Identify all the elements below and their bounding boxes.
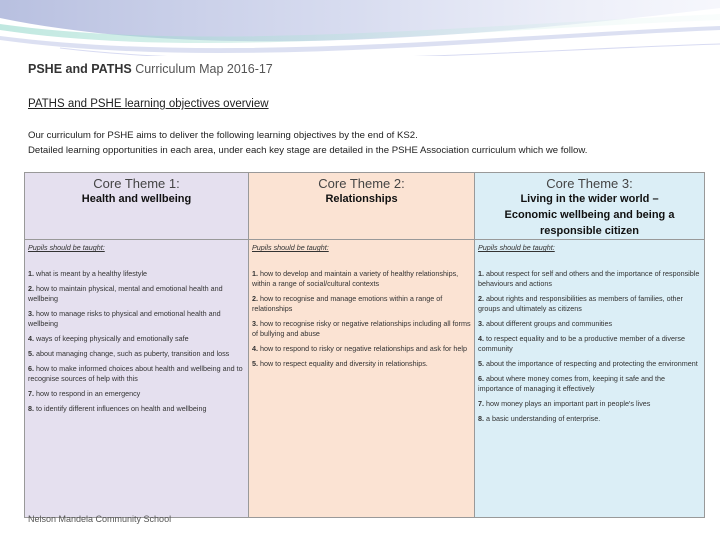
objective-number: 1. [28,269,34,278]
objective-text: a basic understanding of enterprise. [484,414,601,423]
pupils-taught-label: Pupils should be taught: [478,243,555,252]
pupils-taught-label: Pupils should be taught: [252,243,329,252]
theme-2-objectives [249,240,475,518]
objective-text: ways of keeping physically and emotionally safe [34,334,189,343]
learning-objective [252,269,471,289]
objective-text: how to recognise and manage emotions within a range of relationships [252,294,443,313]
objective-number: 1. [252,269,258,278]
learning-objective [478,294,701,314]
objective-number: 3. [28,309,34,318]
learning-objective [252,359,471,369]
document-subtitle: PATHS and PSHE learning objectives overview [28,98,269,110]
objective-text: to respect equality and to be a productive member of a diverse community [478,334,685,353]
theme-3-header [475,173,705,240]
core-themes-table [24,172,705,518]
theme-2-header [249,173,475,240]
title-bold: PSHE and PATHS [28,62,132,76]
objective-list [252,269,471,369]
objective-number: 4. [478,334,484,343]
objective-text: how to manage risks to physical and emotional health and wellbeing [28,309,221,328]
learning-objective [28,389,245,399]
learning-objective [478,319,701,329]
objective-number: 3. [478,319,484,328]
learning-objective [478,374,701,394]
objective-text: how to recognise risky or negative relationships including all forms of bullying and abuse [252,319,471,338]
theme-1-objectives [25,240,249,518]
objective-text: to identify different influences on health and wellbeing [34,404,207,413]
objective-number: 4. [28,334,34,343]
intro-line: Detailed learning opportunities in each area, under each key stage are detailed in the PSHE Association curriculum which we follow. [28,145,588,156]
objective-text: how to make informed choices about health and wellbeing and to recognise sources of help with this [28,364,243,383]
objective-text: about managing change, such as puberty, transition and loss [34,349,230,358]
objective-number: 5. [28,349,34,358]
intro-line: Our curriculum for PSHE aims to deliver the following learning objectives by the end of KS2. [28,130,418,141]
objective-number: 6. [478,374,484,383]
title-rest: Curriculum Map 2016-17 [135,62,273,76]
theme-3-objectives [475,240,705,518]
objective-text: what is meant by a healthy lifestyle [34,269,148,278]
objective-number: 2. [478,294,484,303]
learning-objective [28,269,245,279]
objective-text: how to maintain physical, mental and emotional health and wellbeing [28,284,223,303]
objective-text: how to respond in an emergency [34,389,141,398]
objective-text: how to develop and maintain a variety of healthy relationships, within a range of social/cultural contexts [252,269,459,288]
objective-text: how to respond to risky or negative relationships and ask for help [258,344,467,353]
curriculum-document [18,56,708,536]
learning-objective [28,404,245,414]
objective-text: how to respect equality and diversity in relationships. [258,359,428,368]
learning-objective [28,349,245,359]
learning-objective [478,334,701,354]
objective-number: 1. [478,269,484,278]
objective-list [28,269,245,414]
learning-objective [28,284,245,304]
objective-number: 5. [478,359,484,368]
school-name-footer: Nelson Mandela Community School [28,514,172,524]
theme-name: Relationships [325,193,398,205]
learning-objective [28,334,245,344]
theme-label: Core Theme 2: [318,176,405,191]
learning-objective [252,294,471,314]
learning-objective [28,364,245,384]
objective-number: 4. [252,344,258,353]
learning-objective [28,309,245,329]
objective-text: about rights and responsibilities as members of families, other groups and ultimately as citizens [478,294,683,313]
learning-objective [478,414,701,424]
learning-objective [478,359,701,369]
learning-objective [252,319,471,339]
objective-number: 7. [28,389,34,398]
learning-objective [252,344,471,354]
theme-1-header [25,173,249,240]
objective-text: how money plays an important part in people's lives [484,399,651,408]
intro-paragraph [28,128,587,158]
objective-number: 6. [28,364,34,373]
objective-number: 3. [252,319,258,328]
objective-number: 5. [252,359,258,368]
theme-name: Health and wellbeing [81,193,192,205]
objective-number: 8. [478,414,484,423]
objective-text: about different groups and communities [484,319,613,328]
objective-text: about respect for self and others and the importance of responsible behaviours and actions [478,269,700,288]
objective-number: 8. [28,404,34,413]
objective-number: 2. [252,294,258,303]
document-title [28,62,273,76]
objective-number: 7. [478,399,484,408]
learning-objective [478,399,701,409]
objective-number: 2. [28,284,34,293]
theme-name: Living in the wider world – Economic wellbeing and being a responsible citizen [504,193,675,237]
learning-objective [478,269,701,289]
objective-text: about the importance of respecting and protecting the environment [484,359,698,368]
theme-label: Core Theme 1: [93,176,180,191]
objective-list [478,269,701,424]
pupils-taught-label: Pupils should be taught: [28,243,105,252]
theme-label: Core Theme 3: [546,176,633,191]
objective-text: about where money comes from, keeping it safe and the importance of managing it effectively [478,374,665,393]
